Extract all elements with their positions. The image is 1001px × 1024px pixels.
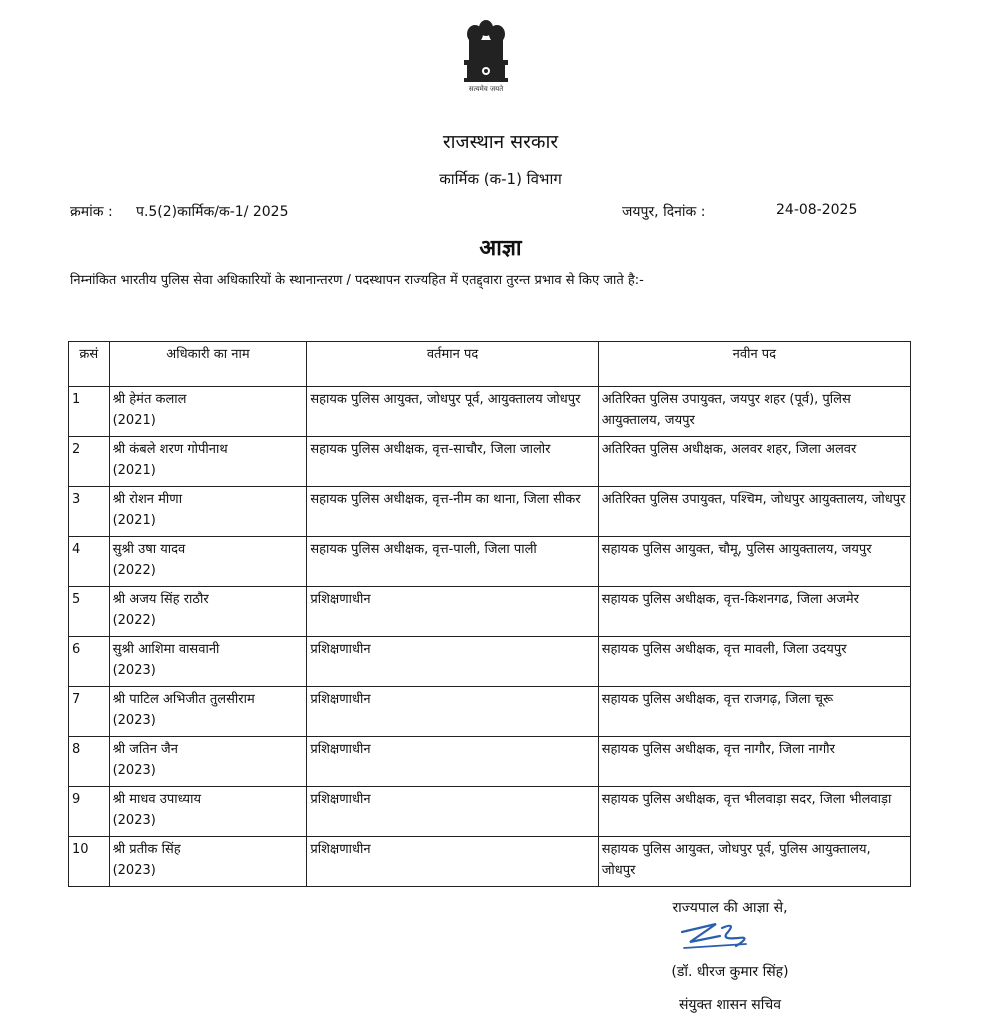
officer-cell [109, 837, 307, 887]
new-post-cell: अतिरिक्त पुलिस उपायुक्त, जयपुर शहर (पूर्व), पुलिस आयुक्तालय, जयपुर [598, 387, 910, 437]
officer-cell [109, 387, 307, 437]
table-row [69, 587, 911, 637]
table-row [69, 687, 911, 737]
officer-name: सुश्री आशिमा वासवानी [112, 642, 220, 657]
officer-name: श्री कंबले शरण गोपीनाथ [112, 442, 228, 457]
by-order-line: राज्यपाल की आज्ञा से, [672, 900, 788, 916]
current-post-cell: सहायक पुलिस आयुक्त, जोधपुर पूर्व, आयुक्तालय जोधपुर [307, 387, 598, 437]
officer-batch-year: (2021) [112, 413, 156, 428]
current-post-cell: प्रशिक्षणाधीन [307, 837, 598, 887]
current-post-cell: सहायक पुलिस अधीक्षक, वृत्त-पाली, जिला पाली [307, 537, 598, 587]
order-title: आज्ञा [479, 236, 522, 261]
order-intro: निम्नांकित भारतीय पुलिस सेवा अधिकारियों के स्थानान्तरण / पदस्थापन राज्यहित में एतद्द्वारा तुरन्त प्रभाव से किए जाते है:- [70, 273, 644, 288]
current-post-cell: प्रशिक्षणाधीन [307, 787, 598, 837]
serial-cell: 4 [69, 537, 110, 587]
officer-name: श्री प्रतीक सिंह [112, 842, 181, 857]
current-post-cell: प्रशिक्षणाधीन [307, 587, 598, 637]
officer-batch-year: (2022) [112, 563, 156, 578]
officer-batch-year: (2023) [112, 863, 156, 878]
current-post-cell: सहायक पुलिस अधीक्षक, वृत्त-नीम का थाना, जिला सीकर [307, 487, 598, 537]
table-row [69, 437, 911, 487]
officer-cell [109, 787, 307, 837]
new-post-cell: सहायक पुलिस अधीक्षक, वृत्त मावली, जिला उदयपुर [598, 637, 910, 687]
new-post-cell: सहायक पुलिस अधीक्षक, वृत्त नागौर, जिला नागौर [598, 737, 910, 787]
officer-cell [109, 687, 307, 737]
new-post-cell: सहायक पुलिस अधीक्षक, वृत्त-किशनगढ, जिला अजमेर [598, 587, 910, 637]
officer-batch-year: (2021) [112, 463, 156, 478]
officer-batch-year: (2023) [112, 663, 156, 678]
serial-cell: 8 [69, 737, 110, 787]
table-row [69, 537, 911, 587]
signatory-designation: संयुक्त शासन सचिव [678, 997, 782, 1013]
new-post-cell: सहायक पुलिस अधीक्षक, वृत्त राजगढ़, जिला चूरू [598, 687, 910, 737]
table-row [69, 787, 911, 837]
current-post-cell: सहायक पुलिस अधीक्षक, वृत्त-साचौर, जिला जालोर [307, 437, 598, 487]
table-row [69, 637, 911, 687]
emblem-motto: सत्यमेव जयते [468, 85, 504, 93]
officer-name: श्री अजय सिंह राठौर [112, 592, 209, 607]
signatory-name: (डॉ. धीरज कुमार सिंह) [671, 964, 789, 980]
header-current-post: वर्तमान पद [307, 342, 598, 387]
table-row [69, 737, 911, 787]
department-heading: कार्मिक (क-1) विभाग [439, 170, 562, 188]
officer-name: सुश्री उषा यादव [112, 542, 186, 557]
officer-batch-year: (2023) [112, 813, 156, 828]
new-post-cell: सहायक पुलिस आयुक्त, चौमू, पुलिस आयुक्तालय, जयपुर [598, 537, 910, 587]
new-post-cell: सहायक पुलिस आयुक्त, जोधपुर पूर्व, पुलिस आयुक्तालय, जोधपुर [598, 837, 910, 887]
header-new-post: नवीन पद [598, 342, 910, 387]
order-date: 24-08-2025 [776, 202, 858, 218]
current-post-cell: प्रशिक्षणाधीन [307, 637, 598, 687]
officer-cell [109, 487, 307, 537]
officer-cell [109, 637, 307, 687]
table-header-row [69, 342, 911, 387]
government-heading: राजस्थान सरकार [442, 131, 559, 153]
header-serial: क्रसं [69, 342, 110, 387]
officer-batch-year: (2022) [112, 613, 156, 628]
table-row [69, 387, 911, 437]
officer-name: श्री रोशन मीणा [112, 492, 183, 507]
officer-batch-year: (2021) [112, 513, 156, 528]
table-row [69, 487, 911, 537]
officer-name: श्री जतिन जैन [112, 742, 178, 757]
new-post-cell: अतिरिक्त पुलिस अधीक्षक, अलवर शहर, जिला अलवर [598, 437, 910, 487]
officer-name: श्री पाटिल अभिजीत तुलसीराम [112, 692, 255, 707]
new-post-cell: सहायक पुलिस अधीक्षक, वृत्त भीलवाड़ा सदर, जिला भीलवाड़ा [598, 787, 910, 837]
reference-label: क्रमांक : [70, 204, 113, 220]
officer-batch-year: (2023) [112, 713, 156, 728]
table-row [69, 837, 911, 887]
officer-name: श्री हेमंत कलाल [112, 392, 187, 407]
current-post-cell: प्रशिक्षणाधीन [307, 737, 598, 787]
serial-cell: 3 [69, 487, 110, 537]
current-post-cell: प्रशिक्षणाधीन [307, 687, 598, 737]
serial-cell: 10 [69, 837, 110, 887]
place-date-label: जयपुर, दिनांक : [622, 204, 706, 220]
officer-cell [109, 537, 307, 587]
new-post-cell: अतिरिक्त पुलिस उपायुक्त, पश्चिम, जोधपुर आयुक्तालय, जोधपुर [598, 487, 910, 537]
officer-cell [109, 587, 307, 637]
serial-cell: 1 [69, 387, 110, 437]
officer-cell [109, 437, 307, 487]
reference-number: प.5(2)कार्मिक/क-1/ 2025 [136, 204, 289, 220]
serial-cell: 5 [69, 587, 110, 637]
serial-cell: 7 [69, 687, 110, 737]
transfer-table [68, 341, 911, 887]
serial-cell: 2 [69, 437, 110, 487]
header-officer-name: अधिकारी का नाम [109, 342, 307, 387]
serial-cell: 6 [69, 637, 110, 687]
handwritten-signature [676, 918, 766, 952]
serial-cell: 9 [69, 787, 110, 837]
officer-name: श्री माधव उपाध्याय [112, 792, 201, 807]
officer-cell [109, 737, 307, 787]
officer-batch-year: (2023) [112, 763, 156, 778]
